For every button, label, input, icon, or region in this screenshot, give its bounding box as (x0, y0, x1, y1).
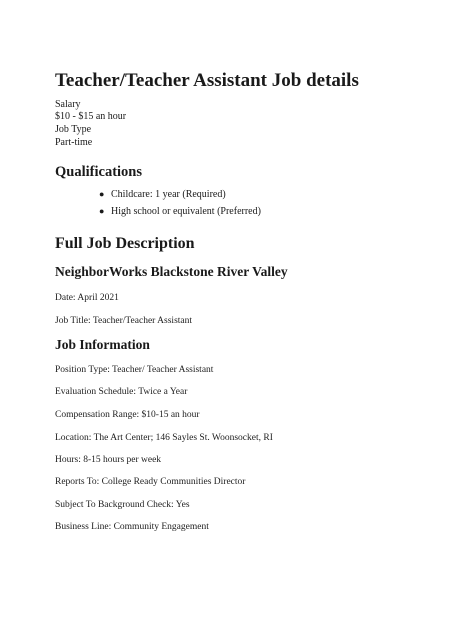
job-info-line: Reports To: College Ready Communities Director (55, 477, 246, 487)
job-info-line: Subject To Background Check: Yes (55, 500, 190, 510)
qualifications-heading: Qualifications (55, 164, 143, 180)
job-info-line: Compensation Range: $10-15 an hour (55, 410, 200, 420)
salary-label: Salary (55, 99, 81, 110)
job-info-line: Hours: 8-15 hours per week (55, 455, 162, 465)
qualification-item (99, 205, 261, 219)
salary-value: $10 - $15 an hour (55, 111, 127, 122)
qualification-text: Childcare: 1 year (Required) (111, 189, 226, 200)
organization-heading: NeighborWorks Blackstone River Valley (55, 264, 288, 279)
job-info-line: Evaluation Schedule: Twice a Year (55, 387, 188, 397)
job-info-line: Location: The Art Center; 146 Sayles St. Woonsocket, RI (55, 433, 273, 443)
job-info-line: Business Line: Community Engagement (55, 522, 209, 532)
full-description-heading: Full Job Description (55, 235, 195, 252)
job-info-line: Position Type: Teacher/ Teacher Assistant (55, 365, 214, 375)
bullet-icon: ● (99, 206, 105, 216)
job-title-line: Job Title: Teacher/Teacher Assistant (55, 316, 193, 326)
page-title: Teacher/Teacher Assistant Job details (55, 70, 359, 91)
job-type-value: Part-time (55, 137, 93, 148)
bullet-icon: ● (99, 189, 105, 199)
job-information-heading: Job Information (55, 337, 150, 352)
qualification-text: High school or equivalent (Preferred) (111, 206, 261, 217)
qualification-item (99, 188, 226, 202)
date-line: Date: April 2021 (55, 293, 119, 303)
job-type-label: Job Type (55, 124, 92, 135)
